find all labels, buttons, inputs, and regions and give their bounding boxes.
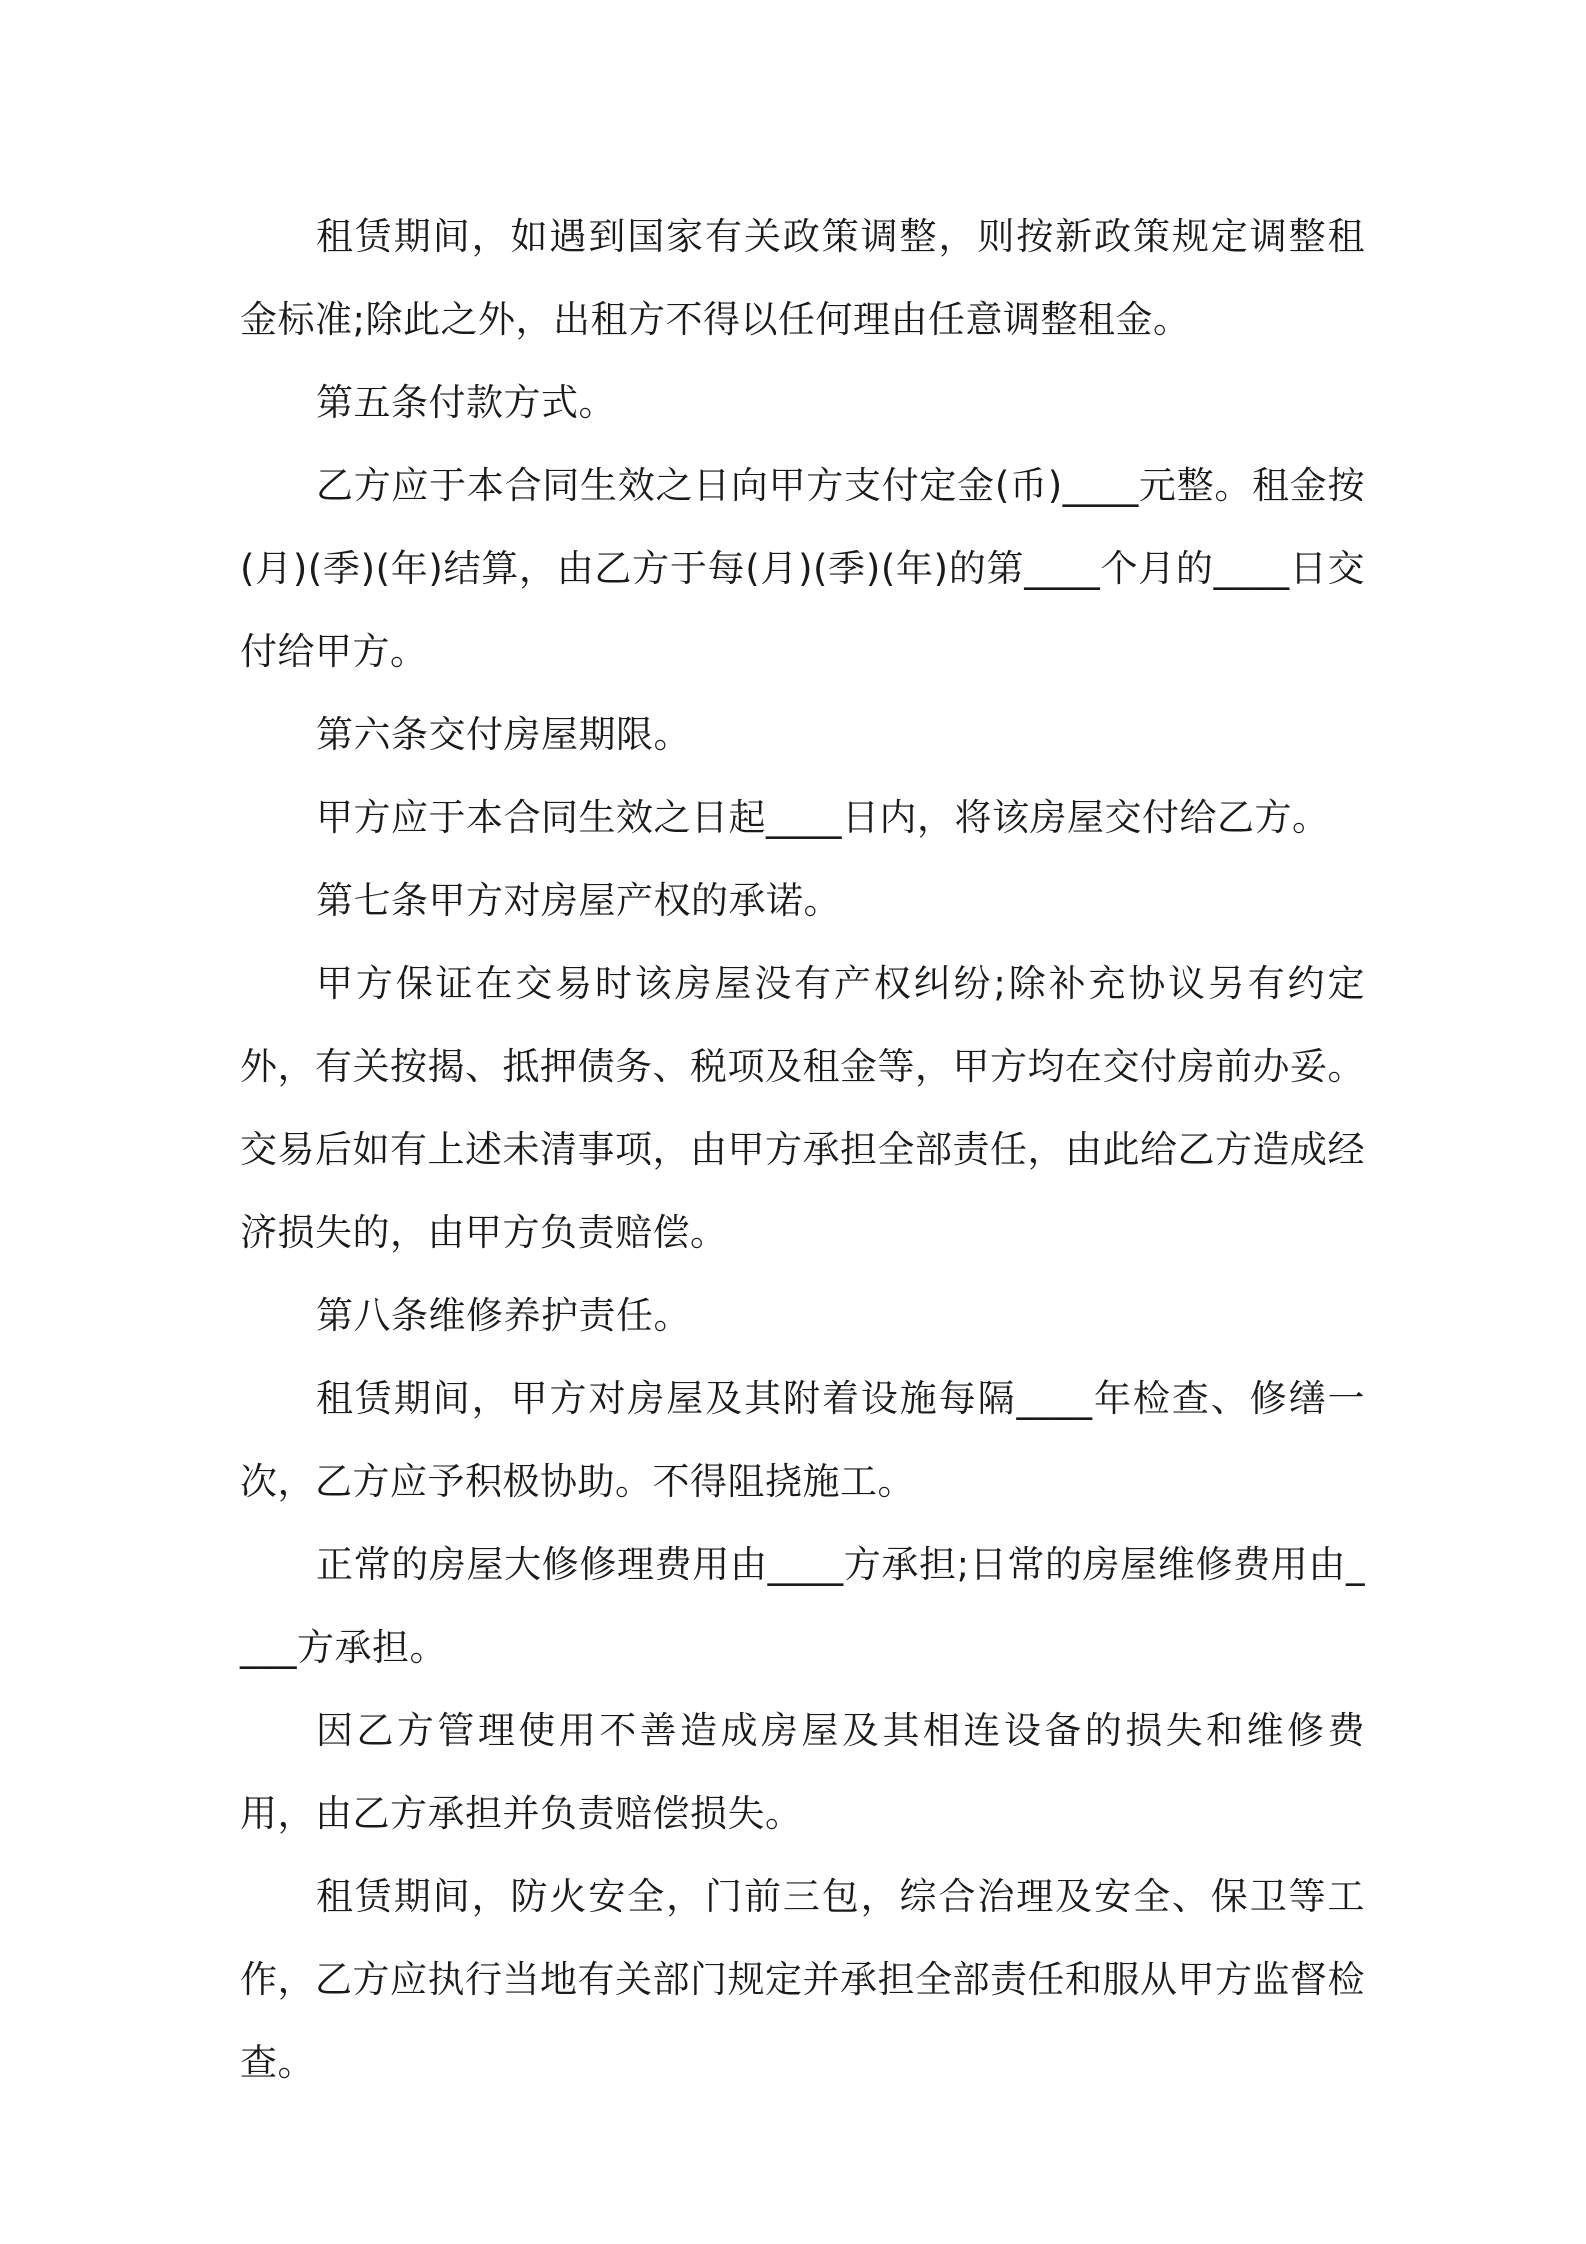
paragraph-inspection: 租赁期间，甲方对房屋及其附着设施每隔____年检查、修缮一次，乙方应予积极协助。不得阻挠施工。 [240, 1377, 1365, 1503]
paragraph-repair-costs: 正常的房屋大修修理费用由____方承担;日常的房屋维修费用由____方承担。 [240, 1543, 1365, 1669]
heading-article-5-payment: 第五条付款方式。 [316, 381, 616, 424]
document-body [240, 195, 1365, 2104]
paragraph-safety-duties: 租赁期间，防火安全，门前三包，综合治理及安全、保卫等工作，乙方应执行当地有关部门规定并承担全部责任和服从甲方监督检查。 [240, 1875, 1365, 2084]
heading-article-6-delivery: 第六条交付房屋期限。 [316, 713, 691, 756]
paragraph-delivery-terms: 甲方应于本合同生效之日起____日内，将该房屋交付给乙方。 [316, 796, 1330, 839]
heading-article-8-maintenance: 第八条维修养护责任。 [316, 1294, 691, 1337]
paragraph-rent-adjustment: 租赁期间，如遇到国家有关政策调整，则按新政策规定调整租金标准;除此之外，出租方不得以任何理由任意调整租金。 [240, 215, 1365, 341]
paragraph-tenant-damage: 因乙方管理使用不善造成房屋及其相连设备的损失和维修费用，由乙方承担并负责赔偿损失。 [240, 1709, 1365, 1835]
heading-article-7-title: 第七条甲方对房屋产权的承诺。 [316, 879, 841, 922]
paragraph-title-guarantee: 甲方保证在交易时该房屋没有产权纠纷;除补充协议另有约定外，有关按揭、抵押债务、税项及租金等，甲方均在交付房前办妥。交易后如有上述未清事项，由甲方承担全部责任，由此给乙方造成经济损失的，由甲方负责赔偿。 [240, 962, 1365, 1254]
paragraph-payment-terms: 乙方应于本合同生效之日向甲方支付定金(币)____元整。租金按(月)(季)(年)结算，由乙方于每(月)(季)(年)的第____个月的____日交付给甲方。 [240, 464, 1365, 673]
